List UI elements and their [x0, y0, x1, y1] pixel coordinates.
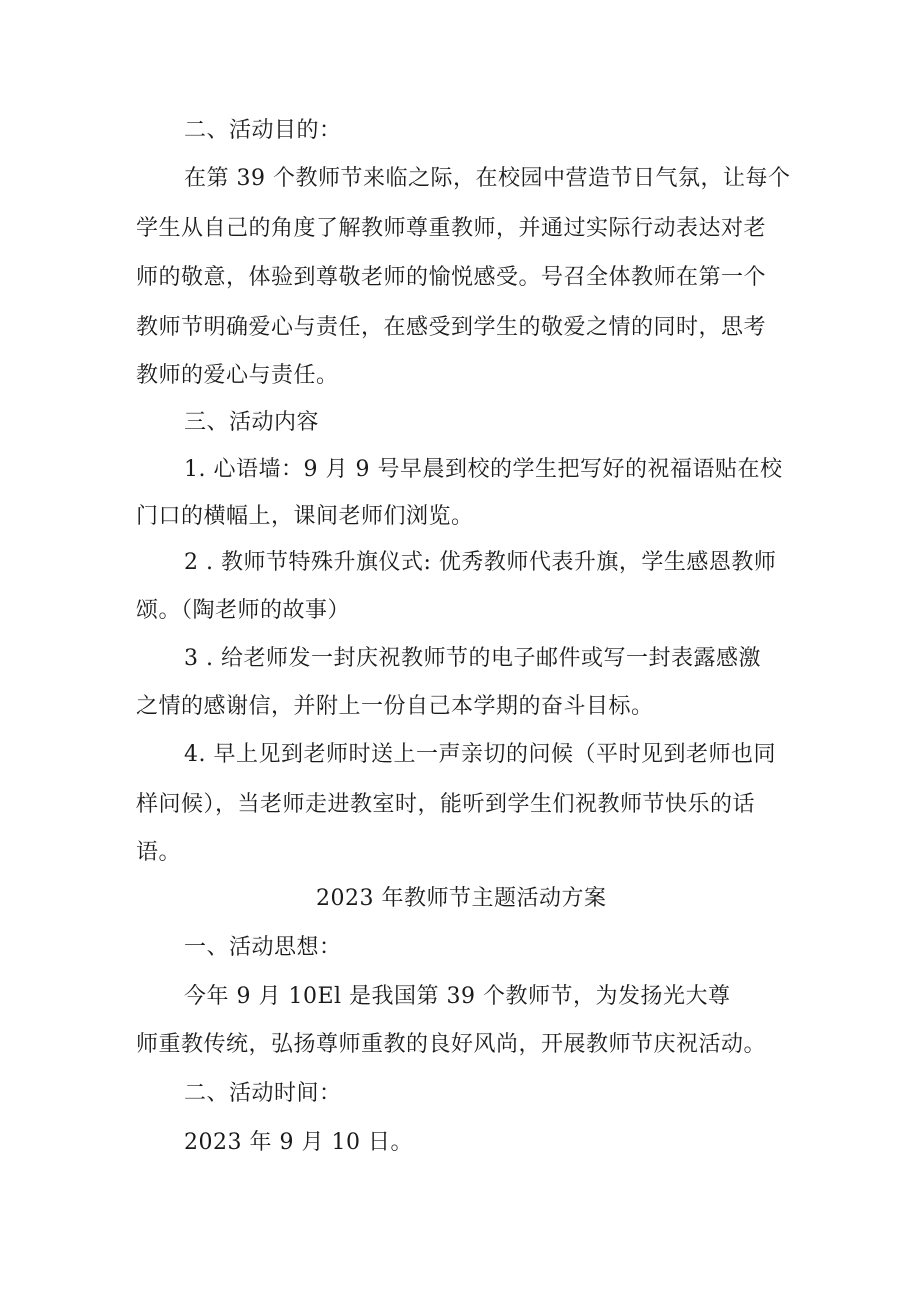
- section-heading-purpose: 二、活动目的：: [184, 118, 342, 143]
- list-item-line: 2 . 教师节特殊升旗仪式: 优秀教师代表升旗，学生感恩教师: [184, 550, 777, 575]
- document-title: 2023 年教师节主题活动方案: [316, 886, 607, 911]
- event-date: 2023 年 9 月 10 日。: [184, 1130, 413, 1155]
- paragraph-line: 师的敬意，体验到尊敬老师的愉悦感受。号召全体教师在第一个: [136, 265, 767, 290]
- paragraph-line: 教师节明确爱心与责任，在感受到学生的敬爱之情的同时，思考: [136, 315, 767, 340]
- list-item-line: 4. 早上见到老师时送上一声亲切的问候（平时见到老师也同: [184, 742, 776, 767]
- list-item-line: 1. 心语墙：9 月 9 号早晨到校的学生把写好的祝福语贴在校: [184, 457, 783, 482]
- list-item-line: 语。: [136, 840, 182, 865]
- section-heading-content: 三、活动内容: [184, 410, 320, 435]
- list-item-line: 样问候），当老师走进教室时，能听到学生们祝教师节快乐的话: [136, 792, 756, 817]
- list-item-line: 颂。（陶老师的故事）: [136, 598, 351, 623]
- paragraph-line: 今年 9 月 10El 是我国第 39 个教师节，为发扬光大尊: [184, 984, 731, 1009]
- paragraph-line: 教师的爱心与责任。: [136, 363, 339, 388]
- section-heading-time: 二、活动时间：: [184, 1081, 342, 1106]
- list-item-line: 门口的横幅上，课间老师们浏览。: [136, 504, 474, 529]
- list-item-line: 之情的感谢信，并附上一份自己本学期的奋斗目标。: [136, 694, 654, 719]
- paragraph-line: 学生从自己的角度了解教师尊重教师，并通过实际行动表达对老: [136, 216, 767, 241]
- paragraph-line: 在第 39 个教师节来临之际，在校园中营造节日气氛，让每个: [184, 166, 791, 191]
- section-heading-thought: 一、活动思想：: [184, 935, 342, 960]
- paragraph-line: 师重教传统，弘扬尊师重教的良好风尚，开展教师节庆祝活动。: [136, 1032, 767, 1057]
- list-item-line: 3 . 给老师发一封庆祝教师节的电子邮件或写一封表露感激: [184, 646, 761, 671]
